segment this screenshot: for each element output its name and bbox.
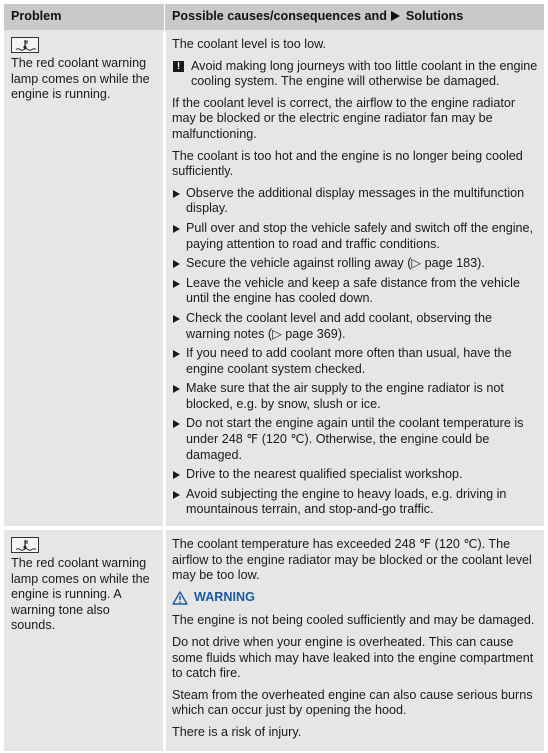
table-header-row [4, 4, 544, 30]
list-item-text: Avoid subjecting the engine to heavy loads, e.g. driving in mountainous terrain, and stop-and-go traffic. [186, 486, 507, 517]
bullet-arrow-icon [173, 471, 180, 479]
list-item-text: Drive to the nearest qualified specialist workshop. [186, 467, 463, 482]
problem-cell [4, 530, 165, 751]
note-text: Avoid making long journeys with too little coolant in the engine cooling system. The engine will otherwise be damaged. [191, 58, 538, 89]
cause-text-2: If the coolant level is correct, the airflow to the engine radiator may be blocked or the electric engine radiator fan may be malfunctioning. [172, 95, 516, 141]
table-row [4, 30, 544, 526]
table-row [4, 530, 544, 751]
problem-text: The red coolant warning lamp comes on while the engine is running. A warning tone also sounds. [11, 556, 150, 633]
cause-text: The coolant level is too low. [172, 37, 327, 51]
cause-text: The coolant temperature has exceeded 248 ℉ (120 ℃). The airflow to the engine radiator may be blocked or the coolant level may be too low. [172, 537, 532, 583]
bullet-arrow-icon [173, 491, 180, 499]
list-item-text: Make sure that the air supply to the engine radiator is not blocked, e.g. by snow, slush or ice. [186, 381, 504, 411]
warning-text: Steam from the overheated engine can also cause serious burns which can occur just by opening the hood. [172, 687, 533, 718]
list-item [172, 381, 538, 412]
bullet-arrow-icon [173, 280, 180, 288]
bullet-arrow-icon [173, 350, 180, 358]
header-solutions [165, 4, 545, 30]
list-item [172, 467, 538, 483]
warning-label: WARNING [194, 589, 255, 604]
coolant-temperature-icon [11, 37, 39, 53]
list-item [172, 186, 538, 217]
list-item-text: Leave the vehicle and keep a safe distance from the vehicle until the engine has cooled down. [186, 275, 520, 306]
problem-cell [4, 30, 165, 526]
list-item-text: Secure the vehicle against rolling away (▷ page 183). [186, 256, 485, 271]
warning-text: Do not drive when your engine is overheated. This can cause some fluids which may have leaked into the engine compartment to catch fire. [172, 635, 534, 681]
bullet-arrow-icon [173, 190, 180, 198]
coolant-temperature-icon [11, 537, 39, 553]
bullet-arrow-icon [173, 420, 180, 428]
list-item-text: Do not start the engine again until the coolant temperature is under 248 ℉ (120 ℃). Otherwise, the engine could be damaged. [186, 416, 524, 462]
warning-text: The engine is not being cooled sufficiently and may be damaged. [172, 613, 535, 628]
list-item [172, 346, 538, 377]
troubleshooting-table [4, 4, 544, 751]
bullet-arrow-icon [173, 315, 180, 323]
exclamation-icon: ! [173, 61, 184, 72]
list-item-text: Observe the additional display messages in the multifunction display. [186, 185, 525, 216]
list-item [172, 221, 538, 252]
problem-text: The red coolant warning lamp comes on while the engine is running. [11, 56, 150, 102]
bullet-arrow-icon [173, 225, 180, 233]
cause-text-3: The coolant is too hot and the engine is no longer being cooled sufficiently. [172, 148, 523, 179]
header-solutions-text: Possible causes/consequences and [172, 9, 387, 24]
solution-list [172, 186, 538, 518]
solution-cell [165, 530, 545, 751]
solution-arrow-icon [391, 11, 400, 21]
list-item-text: Pull over and stop the vehicle safely and switch off the engine, paying attention to road and traffic conditions. [186, 220, 534, 251]
list-item [172, 276, 538, 307]
header-problem: Problem [4, 4, 165, 30]
warning-text: There is a risk of injury. [172, 724, 302, 739]
list-item [172, 256, 538, 272]
warning-triangle-icon [172, 591, 188, 605]
solution-cell [165, 30, 545, 526]
list-item-text: If you need to add coolant more often than usual, have the engine coolant system checked. [186, 346, 512, 376]
bullet-arrow-icon [173, 260, 180, 268]
bullet-arrow-icon [173, 385, 180, 393]
header-solutions-text-end: Solutions [405, 9, 464, 24]
list-item [172, 416, 538, 463]
warning-heading [172, 590, 538, 606]
list-item [172, 311, 538, 342]
list-item-text: Check the coolant level and add coolant, observing the warning notes (▷ page 369). [186, 310, 492, 341]
note-block [172, 59, 538, 90]
list-item [172, 487, 538, 518]
